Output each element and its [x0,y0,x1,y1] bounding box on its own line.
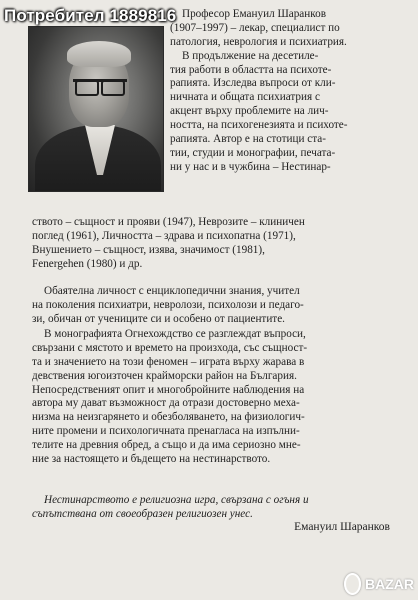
author-portrait [28,26,164,192]
quote-line: Нестинарството е религиозна игра, свързана с огъня и [44,494,309,506]
author-quote [32,494,390,522]
bio-line: акцент върху проблемите на лич- [170,105,329,118]
bio-line: (1907–1997) – лекар, специалист по [170,21,340,34]
para-line: низма на неизгарянето и обезболяването, на физиологич- [32,411,305,424]
badge-label: BAZAR [365,576,414,592]
bio-line: ността, на психогенезията и психоте- [170,119,348,132]
bazar-badge [344,572,414,596]
works-line: поглед (1961), Личността – здрава и психопатна (1971), [32,229,296,242]
para-line: зи, обичан от учениците си и особено от пациентите. [32,312,285,325]
para-line: телите на древния обред, а също и да има сериозно мне- [32,439,301,452]
author-bio [170,8,390,175]
para-line: ние за настоящето и бъдещето на нестинарството. [32,453,271,466]
monograph-summary [32,328,390,467]
signature: Емануил Шаранков [294,521,390,533]
works-line: Fenergehen (1980) и др. [32,257,143,270]
para-line: та и значението на този феномен – играта върху жарава в [32,355,305,368]
bio-line: патология, неврология и психиатрия. [170,35,347,48]
para-line: Обаятелна личност с енциклопедични знания, учител [44,285,300,297]
quote-line: съпътствана от своеобразен религиозен унес. [32,507,253,520]
works-line: Внушението – същност, изява, значимост (1981), [32,243,265,256]
para-line: В монографията Огнехождство се разглеждат въпроси, [44,328,306,340]
para-line: девствения югоизточен крайморски район на България. [32,369,297,382]
bio-line: ни у нас и в чужбина – Нестинар- [170,160,331,173]
para-line: на поколения психиатри, невролози, психолози и педаго- [32,298,304,311]
bio-line: В продължение на десетиле- [182,49,319,62]
para-line: автора му дават възможност да отрази достоверно меха- [32,397,300,410]
bio-line: Професор Емануил Шаранков [182,8,327,20]
para-line: свързани с мястото и времето на произхода, със същност- [32,341,308,354]
bio-line: тия работи в областта на психоте- [170,63,332,76]
bio-line: тии, студии и монографии, печата- [170,146,336,159]
bio-line: рапията. Автор е на стотици ста- [170,133,326,146]
para-line: ните промени и психологичната пренагласа на изпълни- [32,425,300,438]
watermark: Потребител 1889816 [4,6,177,25]
works-line: ството – същност и прояви (1947), Неврозите – клиничен [32,216,305,228]
author-works [32,216,390,272]
bazar-logo-icon [344,573,361,595]
para-line: Непосредственият опит и многобройните наблюдения на [32,383,305,396]
bio-line: ничната и общата психиатрия с [170,91,320,104]
author-description [32,285,390,327]
bio-line: рапията. Изследва въпроси от кли- [170,77,336,90]
